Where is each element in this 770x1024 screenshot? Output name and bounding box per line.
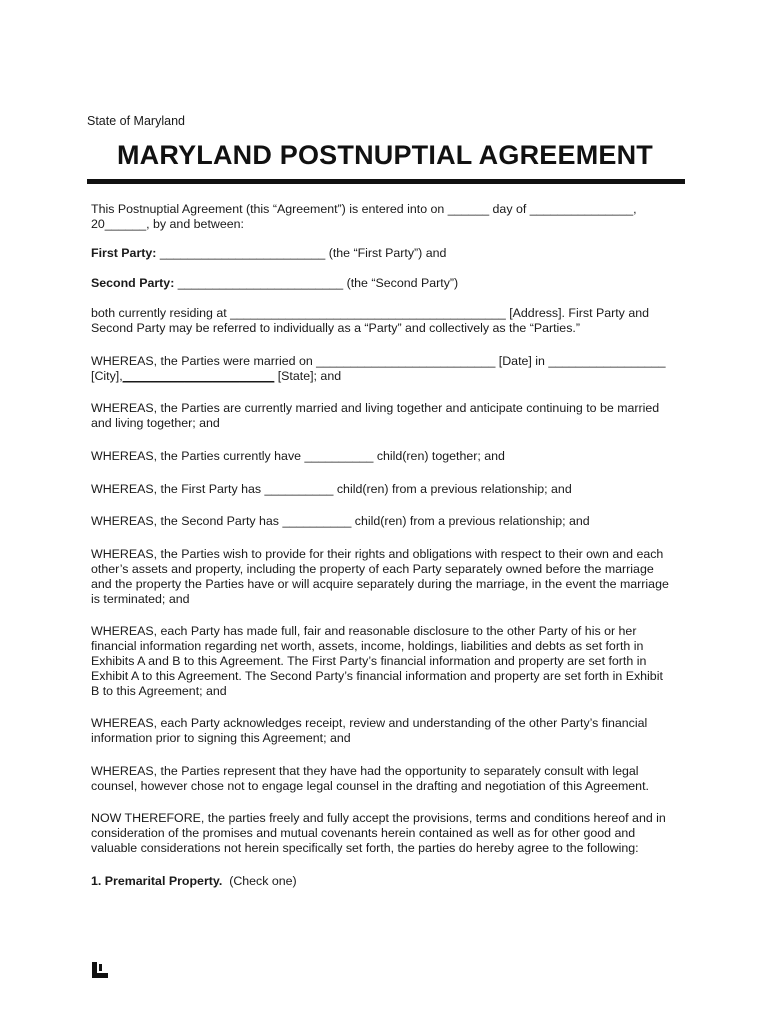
- intro-paragraph: [91, 202, 691, 232]
- first-party-label: First Party:: [91, 246, 157, 260]
- whereas-paragraph: WHEREAS, the Second Party has __________ child(ren) from a previous relationship; and: [91, 514, 590, 528]
- intro-line-2: 20______, by and between:: [91, 217, 244, 231]
- married-state-blank: ______________________: [122, 369, 275, 383]
- legal-templates-logo-icon: [92, 962, 108, 978]
- section-1-heading: [91, 874, 691, 889]
- married-on-paragraph: [91, 354, 691, 384]
- residing-paragraph: both currently residing at ________________________________________ [Address]. First Party and Second Party may be referred to individually as a “Party” and collectively as the “Parties.”: [91, 306, 649, 335]
- second-party-label: Second Party:: [91, 276, 175, 290]
- whereas-paragraph: WHEREAS, each Party acknowledges receipt, review and understanding of the other Party’s financial information prior to signing this Agreement; and: [91, 716, 648, 745]
- title-divider: [87, 179, 685, 184]
- first-party-line: [91, 246, 691, 261]
- first-party-text: ________________________ (the “First Party”) and: [156, 246, 447, 260]
- married-state: [State]; and: [274, 369, 342, 383]
- section-1-label: 1. Premarital Property.: [91, 874, 223, 888]
- whereas-paragraph: WHEREAS, the Parties wish to provide for their rights and obligations with respect to their own and each other’s assets and property, including the property of each Party separately owned before the marriage and the property the Parties have or will acquire separately during the marriage, in the event the marriage is terminated; and: [91, 547, 669, 606]
- married-city: [City],: [91, 369, 123, 383]
- whereas-paragraph: WHEREAS, the Parties are currently married and living together and anticipate continuing to be married and living together; and: [91, 401, 660, 430]
- whereas-paragraph: WHEREAS, the Parties currently have __________ child(ren) together; and: [91, 449, 505, 463]
- intro-line-1: This Postnuptial Agreement (this “Agreement”) is entered into on ______ day of _______________,: [91, 202, 637, 216]
- section-1-note: (Check one): [222, 874, 297, 888]
- state-label: State of Maryland: [87, 114, 185, 128]
- document-title: MARYLAND POSTNUPTIAL AGREEMENT: [116, 140, 653, 170]
- now-therefore-paragraph: NOW THEREFORE, the parties freely and fully accept the provisions, terms and conditions hereof and in consideration of the promises and mutual covenants herein contained as well as for other good and valuable considerations not herein specifically set forth, the parties do hereby agree to the following:: [91, 811, 666, 855]
- whereas-paragraph: WHEREAS, the First Party has __________ child(ren) from a previous relationship; and: [91, 482, 572, 496]
- whereas-paragraph: WHEREAS, each Party has made full, fair and reasonable disclosure to the other Party of his or her financial information regarding net worth, assets, income, holdings, liabilities and debts as set forth in Exhibits A and B to this Agreement. The First Party’s financial information and property are set forth in Exhibit A to this Agreement. The Second Party’s financial information and property are set forth in Exhibit B to this Agreement; and: [91, 624, 663, 698]
- second-party-text: ________________________ (the “Second Party”): [174, 276, 459, 290]
- second-party-line: [91, 276, 691, 291]
- married-on-line-1: WHEREAS, the Parties were married on __________________________ [Date] in _________________: [91, 354, 666, 368]
- whereas-paragraph: WHEREAS, the Parties represent that they have had the opportunity to separately consult with legal counsel, however chose not to engage legal counsel in the drafting and negotiation of this Agreement.: [91, 764, 649, 793]
